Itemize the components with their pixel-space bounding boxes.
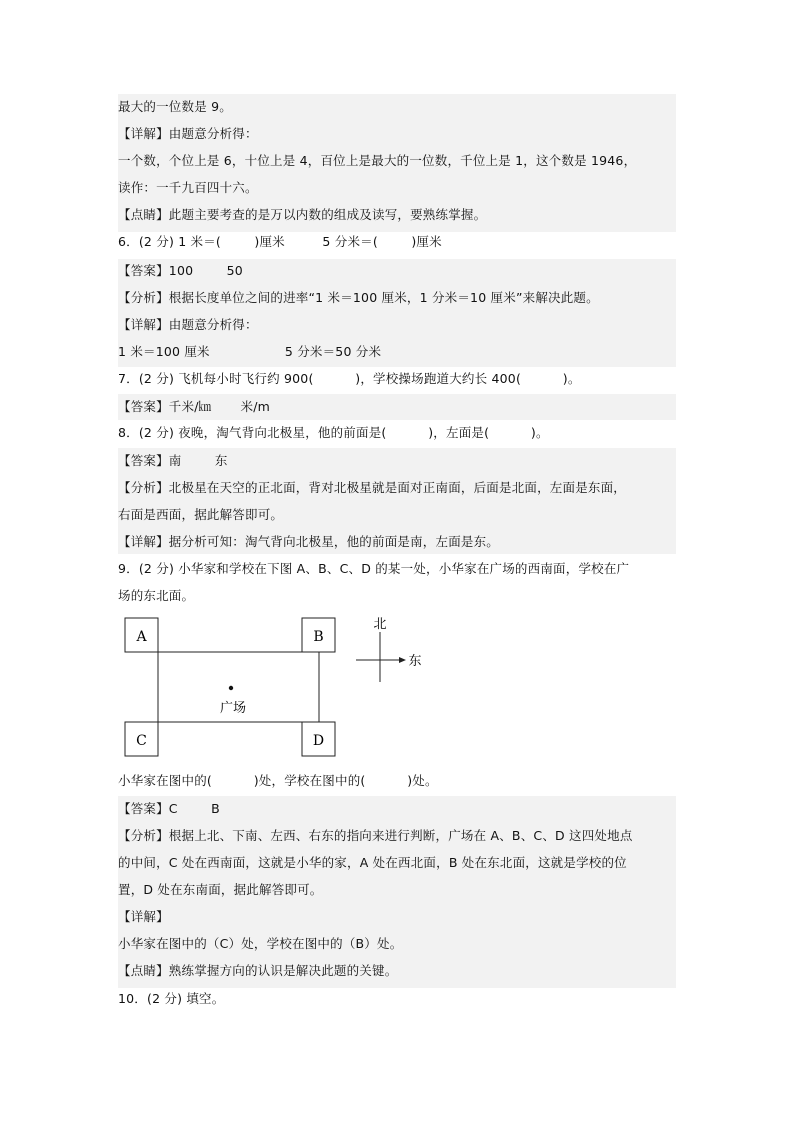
tip-line: 【点睛】熟练掌握方向的认识是解决此题的关键。: [118, 963, 398, 978]
east-arrow-icon: [399, 657, 406, 663]
text-line: 1 米＝100 厘米 5 分米＝50 分米: [118, 344, 382, 359]
answer-line: 【答案】南 东: [118, 453, 228, 468]
analysis-line: 【分析】北极星在天空的正北面，背对北极星就是面对正南面，后面是北面，左面是东面，: [118, 480, 627, 495]
square-label: 广场: [219, 701, 247, 716]
question-7: 7．(2 分) 飞机每小时飞行约 900( )，学校操场跑道大约长 400( )。: [118, 371, 581, 386]
text-line: 最大的一位数是 9。: [118, 99, 232, 114]
label-b: B: [313, 629, 324, 645]
label-d: D: [312, 733, 325, 749]
detail-heading: 【详解】: [118, 909, 169, 924]
analysis-line: 【分析】根据上北、下南、左西、右东的指向来进行判断，广场在 A、B、C、D 这四处地点: [118, 828, 633, 843]
tip-line: 【点睛】此题主要考查的是万以内数的组成及读写，要熟练掌握。: [118, 207, 487, 222]
text-line: 的中间，C 处在西南面，这就是小华的家，A 处在西北面，B 处在东北面，这就是学校的位: [118, 855, 627, 870]
label-c: C: [136, 733, 147, 749]
answer-line: 【答案】100 50: [118, 263, 243, 278]
detail-line: 【详解】据分析可知：淘气背向北极星，他的前面是南，左面是东。: [118, 534, 500, 549]
square-point: [229, 686, 233, 690]
text-line: 读作：一千九百四十六。: [118, 180, 258, 195]
answer-line: 【答案】C B: [118, 801, 220, 816]
text-line: 小华家在图中的（C）处，学校在图中的（B）处。: [118, 936, 403, 951]
detail-heading: 【详解】由题意分析得：: [118, 317, 258, 332]
question-8: 8．(2 分) 夜晚，淘气背向北极星，他的前面是( )，左面是( )。: [118, 425, 549, 440]
question-9-blanks: 小华家在图中的( )处，学校在图中的( )处。: [118, 773, 438, 788]
direction-diagram: [118, 612, 428, 762]
analysis-line: 【分析】根据长度单位之间的进率“1 米＝100 厘米，1 分米＝10 厘米”来解决此题。: [118, 290, 599, 305]
text-line: 场的东北面。: [118, 588, 195, 603]
question-6: 6．(2 分) 1 米＝( )厘米 5 分米＝( )厘米: [118, 234, 442, 249]
text-line: 一个数，个位上是 6，十位上是 4，百位上是最大的一位数，千位上是 1，这个数是 1946，: [118, 153, 637, 168]
question-9: 9．(2 分) 小华家和学校在下图 A、B、C、D 的某一处，小华家在广场的西南面，学校在广: [118, 561, 630, 576]
compass-east: 东: [408, 654, 422, 669]
text-line: 置，D 处在东南面，据此解答即可。: [118, 882, 323, 897]
text-line: 右面是西面，据此解答即可。: [118, 507, 284, 522]
compass-north: 北: [373, 617, 387, 632]
answer-line: 【答案】千米/㎞ 米/m: [118, 399, 271, 414]
label-a: A: [136, 629, 147, 645]
question-10: 10．(2 分) 填空。: [118, 991, 225, 1006]
detail-heading: 【详解】由题意分析得：: [118, 126, 258, 141]
